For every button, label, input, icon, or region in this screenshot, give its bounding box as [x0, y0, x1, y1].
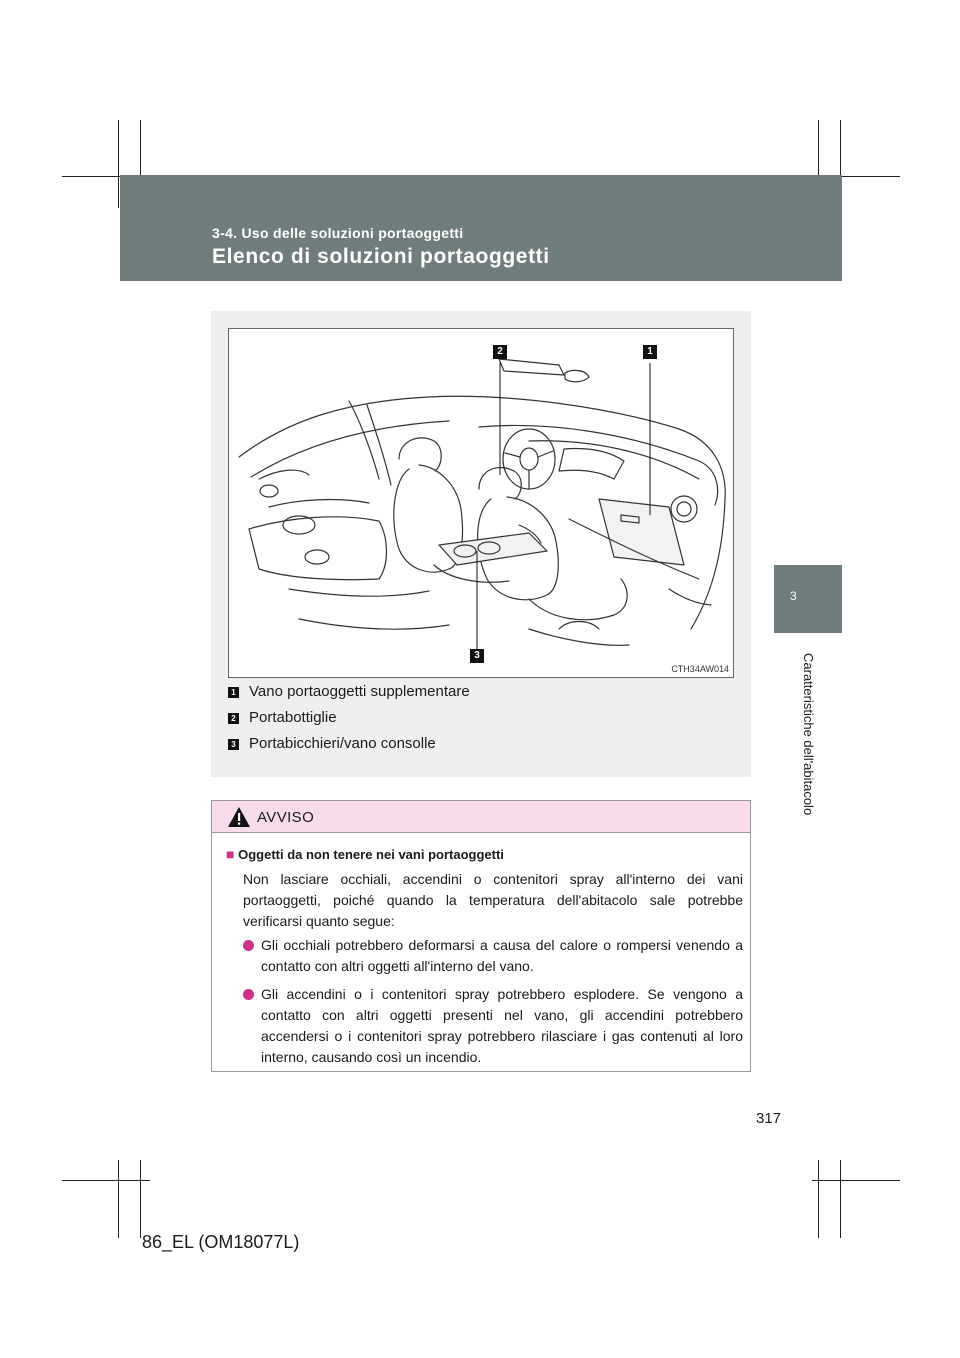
warning-heading	[226, 846, 504, 862]
callout-2: 2	[493, 345, 507, 359]
document-code: 86_EL (OM18077L)	[142, 1232, 300, 1252]
figure-code: CTH34AW014	[671, 664, 729, 674]
legend-number: 1	[228, 687, 239, 698]
car-interior-drawing	[229, 329, 733, 677]
legend-text: Vano portaoggetti supplementare	[249, 683, 470, 700]
callout-3: 3	[470, 649, 484, 663]
legend-text: Portabicchieri/vano consolle	[249, 735, 436, 752]
warning-heading-text: Oggetti da non tenere nei vani portaoggetti	[238, 847, 504, 862]
crop-mark	[840, 1160, 841, 1238]
warning-bullet: Gli accendini o i contenitori spray potrebbero esplodere. Se vengono a contatto con altri oggetti presenti nel vano, gli accendini potrebbero accendersi o i contenitori spray potrebbero rilasciare i gas contenuti al loro interno, causando così un incendio.	[261, 986, 743, 1065]
crop-mark	[118, 1160, 119, 1238]
bullet-dot-icon	[243, 940, 254, 951]
square-bullet-icon: ■	[226, 846, 235, 862]
warning-bullet: Gli occhiali potrebbero deformarsi a causa del calore o rompersi venendo a contatto con altri oggetti all'interno del vano.	[261, 937, 743, 974]
legend-text: Portabottiglie	[249, 709, 337, 726]
warning-triangle-icon	[227, 806, 251, 828]
callout-1: 1	[643, 345, 657, 359]
figure-panel	[211, 311, 751, 777]
legend-number: 3	[228, 739, 239, 750]
crop-mark	[140, 1160, 141, 1238]
warning-intro: Non lasciare occhiali, accendini o contenitori spray all'interno dei vani portaoggetti, poiché quando la temperatura dell'abitacolo sale potrebbe verificarsi quanto segue:	[243, 871, 743, 929]
chapter-number: 3	[790, 589, 797, 603]
legend-number: 2	[228, 713, 239, 724]
page-number: 317	[756, 1110, 782, 1127]
warning-label: AVVISO	[257, 809, 315, 826]
chapter-tab	[774, 565, 842, 633]
chapter-header	[120, 175, 842, 281]
section-heading: 3-4. Uso delle soluzioni portaoggetti	[212, 225, 464, 241]
warning-box	[211, 800, 751, 1072]
page-title: Elenco di soluzioni portaoggetti	[212, 245, 550, 268]
chapter-label: Caratteristiche dell'abitacolo	[801, 653, 816, 816]
crop-mark	[118, 120, 119, 208]
crop-mark	[62, 1180, 150, 1181]
warning-header	[212, 801, 750, 833]
crop-mark	[812, 1180, 900, 1181]
bullet-dot-icon	[243, 989, 254, 1000]
crop-mark	[818, 1160, 819, 1238]
car-interior-illustration	[228, 328, 734, 678]
